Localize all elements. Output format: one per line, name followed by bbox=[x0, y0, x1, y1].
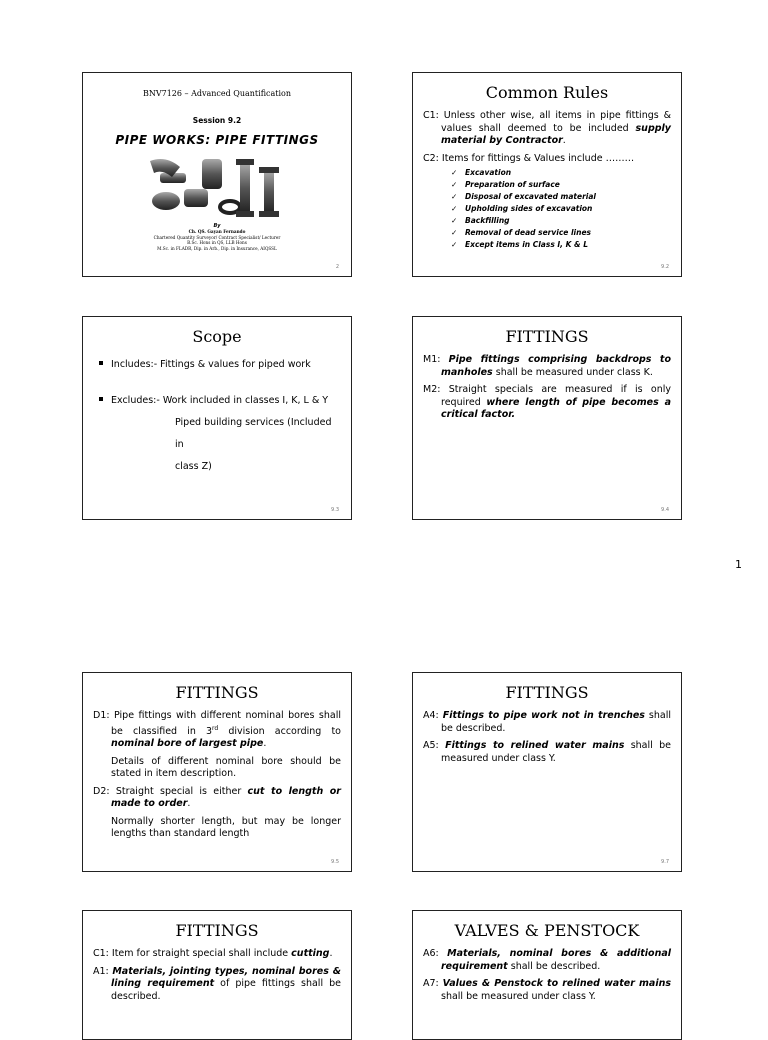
rule-d1-detail: Details of different nominal bore should be stated in item description. bbox=[111, 755, 341, 780]
rule-a5: A5: Fittings to relined water mains shall be measured under class Y. bbox=[423, 740, 671, 764]
slide-heading: FITTINGS bbox=[505, 683, 589, 702]
rule-c2: C2: Items for fittings & Values include ……… bbox=[423, 152, 635, 164]
slide-number: 2 bbox=[335, 264, 339, 270]
rule-d1: D1: Pipe fittings with different nominal bores shall be classified in 3rd division according to nominal bore of largest pipe. bbox=[93, 710, 341, 750]
slide-valves-penstock bbox=[412, 910, 682, 1040]
scope-excludes-line-3: class Z) bbox=[175, 461, 212, 472]
rule-c1: C1: Unless other wise, all items in pipe fittings & values shall deemed to be included supply material by Contractor. bbox=[423, 110, 671, 146]
slide-number: 9.4 bbox=[661, 507, 669, 513]
rule-c1: C1: Item for straight special shall include cutting. bbox=[93, 948, 333, 959]
slide-heading: FITTINGS bbox=[175, 921, 259, 940]
slide-heading: VALVES & PENSTOCK bbox=[454, 921, 640, 940]
rule-d2: D2: Straight special is either cut to length or made to order. bbox=[93, 785, 341, 810]
slide-fittings-m bbox=[412, 316, 682, 520]
course-name: BNV7126 – Advanced Quantification bbox=[142, 89, 292, 98]
slide-fittings-c bbox=[82, 910, 352, 1040]
slide-title bbox=[82, 72, 352, 277]
slide-number: 9.7 bbox=[661, 859, 669, 865]
scope-excludes-line-2: Piped building services (Included in bbox=[175, 417, 332, 450]
list-item: ✓ Preparation of surface bbox=[465, 179, 671, 191]
rule-a1: A1: Materials, jointing types, nominal bores & lining requirement of pipe fittings shall be described. bbox=[93, 965, 342, 1002]
by-label: By bbox=[213, 223, 221, 229]
list-item: ✓ Disposal of excavated material bbox=[465, 191, 671, 203]
slide-heading: FITTINGS bbox=[175, 683, 259, 702]
slide-heading: FITTINGS bbox=[505, 327, 589, 346]
slide-heading: Scope bbox=[192, 327, 242, 346]
page-number: 1 bbox=[735, 558, 742, 571]
slide-common-rules bbox=[412, 72, 682, 277]
list-item: ✓ Excavation bbox=[465, 167, 671, 179]
rule-m1: M1: Pipe fittings comprising backdrops to manholes shall be measured under class K. bbox=[423, 354, 671, 378]
rule-a7: A7: Values & Penstock to relined water mains shall be measured under class Y. bbox=[423, 978, 672, 1002]
scope-includes: Includes:- Fittings & values for piped work bbox=[93, 354, 341, 376]
rule-m2: M2: Straight specials are measured if is only required where length of pipe becomes a critical factor. bbox=[423, 384, 671, 420]
slide-fittings-a bbox=[412, 672, 682, 872]
author-name: Ch. QS. Gayan Fernando bbox=[188, 229, 246, 234]
session-label: Session 9.2 bbox=[192, 116, 242, 125]
list-item: ✓ Except items in Class I, K & L bbox=[465, 239, 671, 251]
presentation-title: PIPE WORKS: PIPE FITTINGS bbox=[115, 133, 319, 147]
author-qualification-1: B.Sc. Hons in QS, LLB Hons bbox=[187, 240, 247, 245]
included-items-list bbox=[423, 167, 671, 251]
slide-number: 9.5 bbox=[331, 859, 339, 865]
author-role: Chartered Quantity Surveyor/ Contract Specialist/ Lecturer bbox=[153, 234, 281, 240]
rule-d2-detail: Normally shorter length, but may be longer lengths than standard length bbox=[111, 815, 341, 840]
slide-heading: Common Rules bbox=[485, 83, 609, 102]
slide-fittings-d bbox=[82, 672, 352, 872]
list-item: ✓ Upholding sides of excavation bbox=[465, 203, 671, 215]
rule-a6: A6: Materials, nominal bores & additional requirement shall be described. bbox=[423, 948, 672, 972]
slide-scope bbox=[82, 316, 352, 520]
list-item: ✓ Removal of dead service lines bbox=[465, 227, 671, 239]
slide-number: 9.3 bbox=[331, 507, 339, 513]
rule-a4: A4: Fittings to pipe work not in trenches shall be described. bbox=[423, 710, 672, 734]
author-qualification-2: M.Sc. in FLADR, Dip. in Arb., Dip. in Insurance, AIQSSL bbox=[157, 245, 277, 251]
list-item: ✓ Backfilling bbox=[465, 215, 671, 227]
scope-excludes: Excludes:- Work included in classes I, K, L & Y bbox=[93, 390, 341, 412]
bullet-square-icon bbox=[99, 361, 103, 365]
bullet-square-icon bbox=[99, 397, 103, 401]
pipe-fittings-illustration bbox=[142, 151, 292, 221]
slide-number: 9.2 bbox=[661, 264, 669, 270]
